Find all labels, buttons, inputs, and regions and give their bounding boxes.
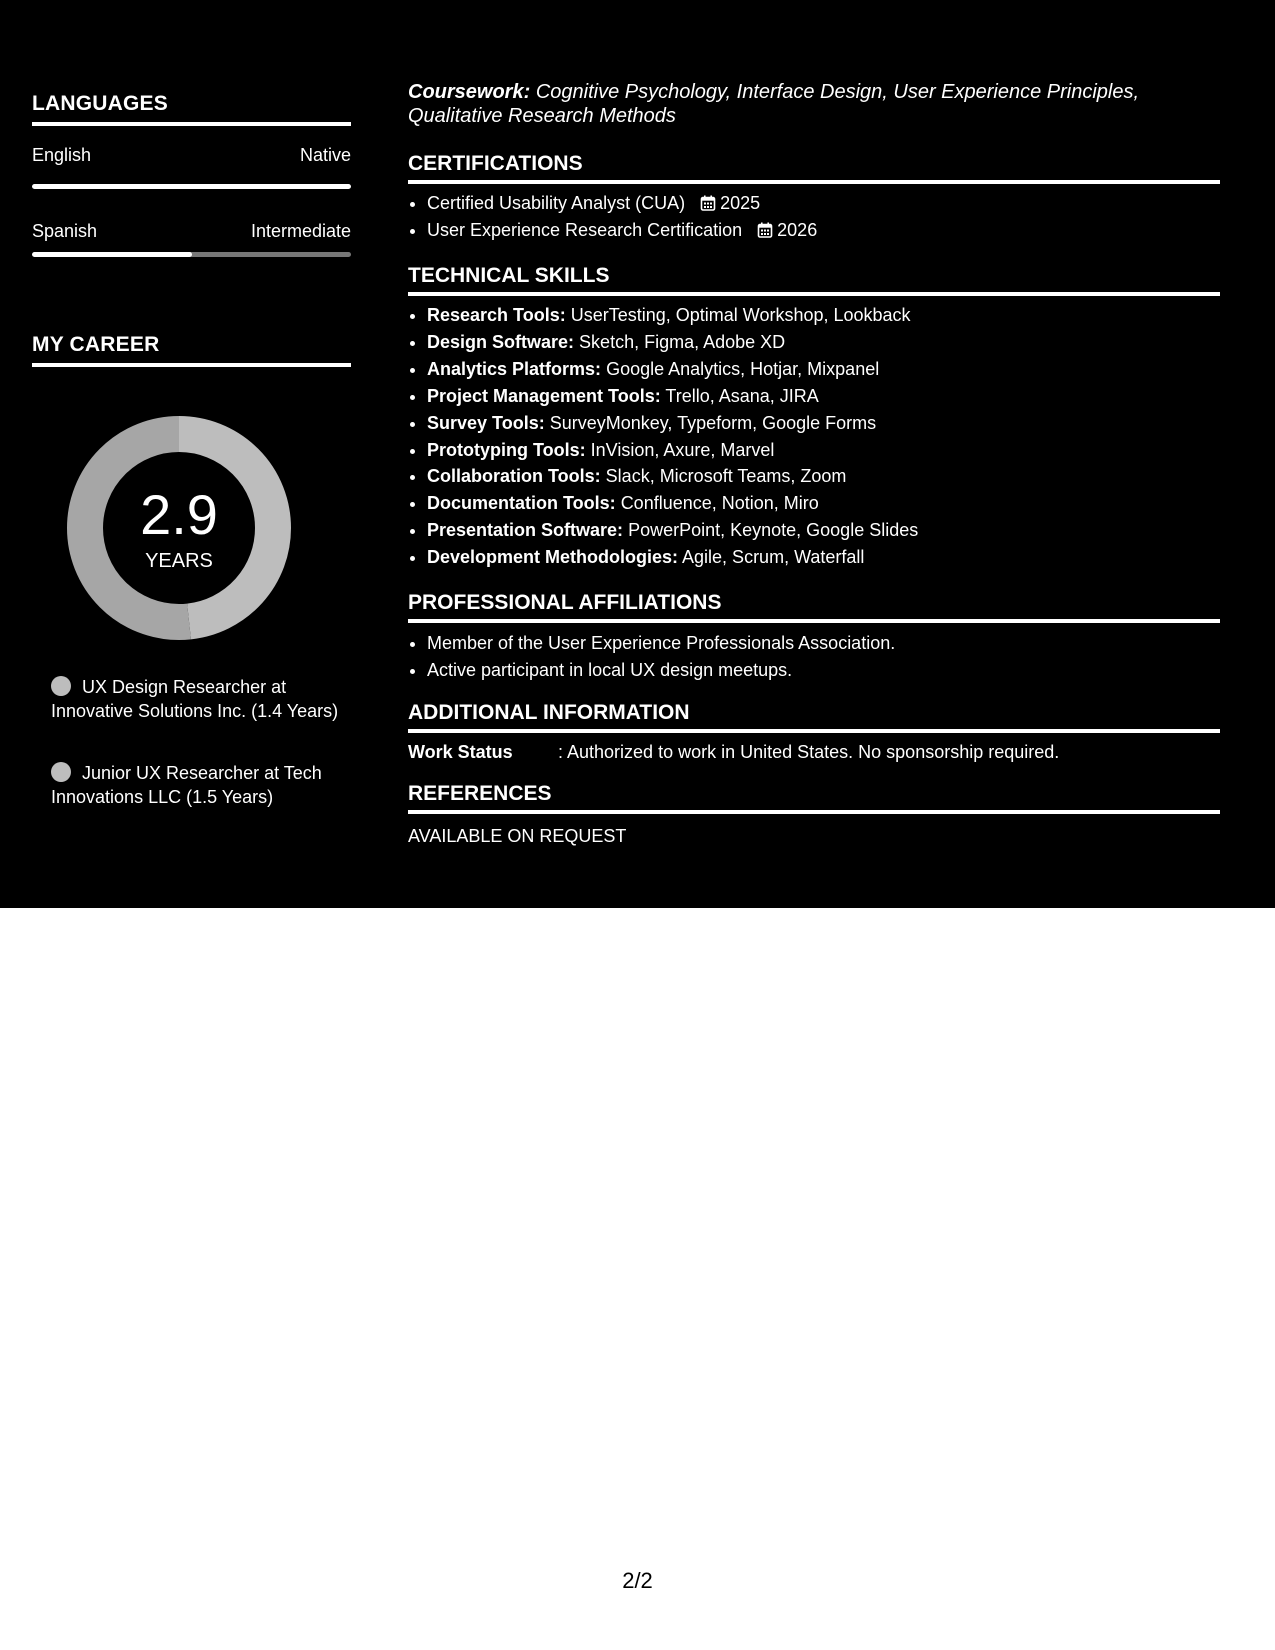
technical-skills-heading: TECHNICAL SKILLS [408,264,1220,296]
certification-item [427,217,1257,244]
skill-value: Slack, Microsoft Teams, Zoom [605,466,847,487]
skill-item [427,517,1257,544]
skill-value: UserTesting, Optimal Workshop, Lookback [570,305,911,325]
skill-value: Google Analytics, Hotjar, Mixpanel [606,358,880,379]
career-total-unit: YEARS [145,550,213,572]
skill-label: Collaboration Tools: [427,466,601,487]
languages-heading: LANGUAGES [32,92,351,126]
skill-label: Design Software: [427,331,575,352]
skill-label: Research Tools: [427,305,566,325]
certification-year: 2025 [720,193,761,213]
work-status-label: Work Status [408,742,513,762]
page-number: 2/2 [622,1568,653,1593]
references-text: AVAILABLE ON REQUEST [408,826,627,846]
language-name: Spanish [32,221,98,241]
affiliations-list [408,630,1257,684]
language-fill [32,184,351,189]
skill-item [427,463,1257,490]
work-status-row [408,742,1059,763]
skill-item [427,544,1257,571]
skill-label: Project Management Tools: [427,385,661,406]
coursework-label: Coursework: [408,81,531,103]
references-heading: REFERENCES [408,782,1220,814]
coursework [408,80,1238,128]
main-content [382,0,1275,908]
calendar-icon [700,195,716,211]
language-level: Intermediate [250,221,351,241]
skill-item [427,356,1257,383]
career-dot-icon [51,762,71,782]
skill-value: SurveyMonkey, Typeform, Google Forms [549,412,877,433]
certifications-list [408,190,1257,244]
skill-item [427,437,1257,464]
skill-value: Confluence, Notion, Miro [620,493,819,514]
career-item [51,761,341,809]
work-status-value: : Authorized to work in United States. No sponsorship required. [558,742,1060,762]
skill-label: Development Methodologies: [427,547,679,568]
affiliation-item: • Member of the User Experience Professionals Association. [427,630,1257,657]
certification-name: Certified Usability Analyst (CUA) [427,193,686,213]
career-item [51,675,341,723]
skill-item [427,383,1257,410]
language-row-spanish [32,221,351,242]
affiliation-item: • Active participant in local UX design meetups. [427,657,1257,684]
certifications-heading: CERTIFICATIONS [408,152,1220,184]
skill-value: InVision, Axure, Marvel [590,439,775,460]
language-bar-english [32,184,351,189]
career-total-years: 2.9 [140,483,218,546]
skill-item [427,490,1257,517]
skill-value: Sketch, Figma, Adobe XD [579,331,786,352]
skill-label: Prototyping Tools: [427,439,586,460]
sidebar [0,0,382,908]
certification-item [427,190,1257,217]
affiliations-heading: PROFESSIONAL AFFILIATIONS [408,591,1220,623]
language-row-english [32,145,351,166]
career-item-text: UX Design Researcher at Innovative Solutions Inc. (1.4 Years) [51,677,339,721]
skill-label: Survey Tools: [427,412,545,433]
career-donut [66,415,292,641]
language-bar-spanish [32,252,351,257]
coursework-text: Cognitive Psychology, Interface Design, User Experience Principles, Qualitative Research Methods [408,81,1140,127]
language-fill [32,252,192,257]
certification-year: 2026 [777,220,818,240]
skill-value: PowerPoint, Keynote, Google Slides [628,520,919,541]
career-dot-icon [51,676,71,696]
calendar-icon [757,222,773,238]
skill-item [427,329,1257,356]
skill-label: Analytics Platforms: [427,358,602,379]
skill-label: Presentation Software: [427,520,624,541]
technical-skills-list [408,302,1257,571]
career-heading: MY CAREER [32,333,351,367]
language-name: English [32,145,92,165]
language-level: Native [299,145,351,165]
additional-info-heading: ADDITIONAL INFORMATION [408,701,1220,733]
skill-item [427,410,1257,437]
skill-value: Agile, Scrum, Waterfall [682,547,865,568]
skill-label: Documentation Tools: [427,493,616,514]
career-item-text: Junior UX Researcher at Tech Innovations LLC (1.5 Years) [51,763,322,807]
skill-item [427,302,1257,329]
skill-value: Trello, Asana, JIRA [665,385,819,406]
certification-name: User Experience Research Certification [427,220,743,240]
